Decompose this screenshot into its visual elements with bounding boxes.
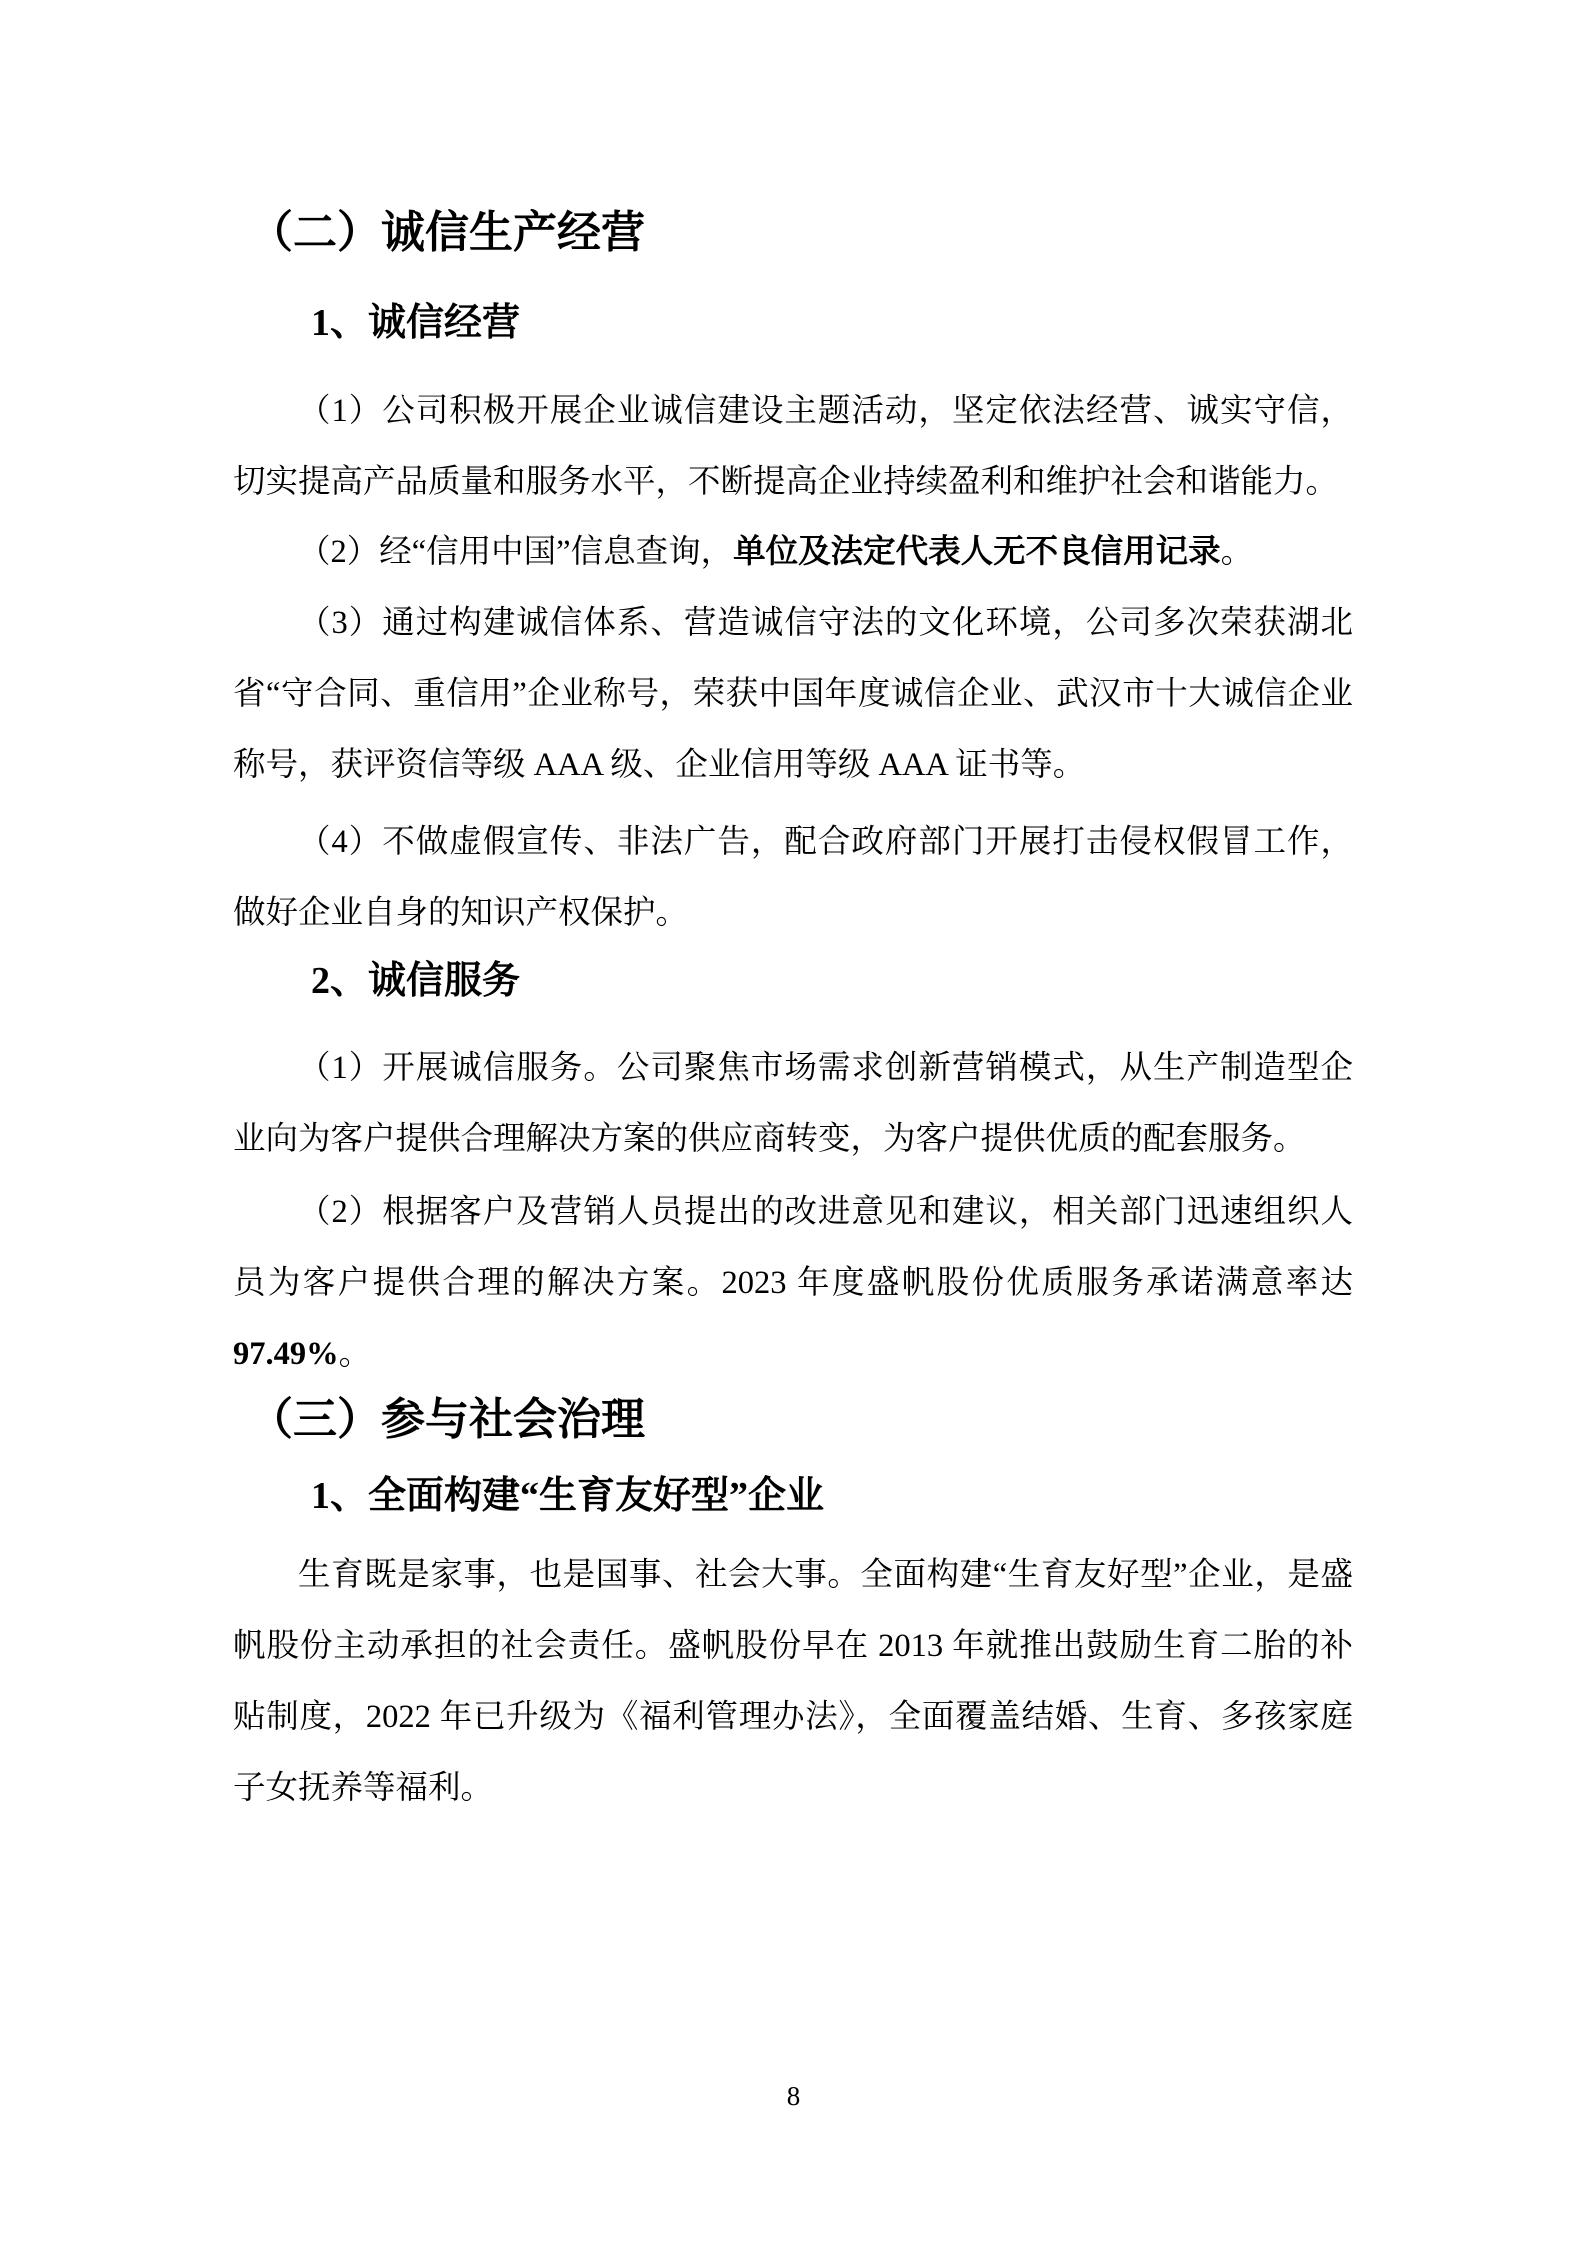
paragraph-satisfaction-rate-lead: （2）根据客户及营销人员提出的改进意见和建议，相关部门迅速组织人员为客户提供合理的解决方案。2023 年度盛帆股份优质服务承诺满意率达 [233, 1194, 1353, 1301]
paragraph-service-transform: （1）开展诚信服务。公司聚焦市场需求创新营销模式，从生产制造型企业向为客户提供合理解决方案的供应商转变，为客户提供优质的配套服务。 [233, 1050, 1353, 1157]
subsection-heading-fertility-friendly: 1、全面构建“生育友好型”企业 [311, 1475, 825, 1517]
paragraph-credit-record-end: 。 [1220, 534, 1254, 570]
subsection-heading-integrity-operation: 1、诚信经营 [311, 302, 521, 344]
subsection-heading-integrity-service: 2、诚信服务 [311, 960, 521, 1002]
paragraph-fertility-welfare: 生育既是家事，也是国事、社会大事。全面构建“生育友好型”企业，是盛帆股份主动承担的社会责任。盛帆股份早在 2013 年就推出鼓励生育二胎的补贴制度，2022 年已升级为《福利管理办法》，全面覆盖结婚、生育、多孩家庭子女抚养等福利。 [233, 1557, 1353, 1806]
paragraph-credit-record-bold: 单位及法定代表人无不良信用记录 [733, 534, 1221, 570]
paragraph-no-false-advertising: （4）不做虚假宣传、非法广告，配合政府部门开展打击侵权假冒工作，做好企业自身的知识产权保护。 [233, 824, 1353, 931]
section-heading-integrity-production: （二）诚信生产经营 [249, 208, 645, 257]
paragraph-satisfaction-rate-end: 。 [338, 1336, 372, 1372]
section-heading-social-governance: （三）参与社会治理 [249, 1395, 645, 1444]
paragraph-integrity-activities: （1）公司积极开展企业诚信建设主题活动，坚定依法经营、诚实守信，切实提高产品质量和服务水平，不断提高企业持续盈利和维护社会和谐能力。 [233, 393, 1353, 500]
page-number: 8 [786, 2081, 801, 2111]
paragraph-credit-record-lead: （2）经“信用中国”信息查询， [298, 534, 734, 570]
paragraph-satisfaction-rate-bold: 97.49% [233, 1336, 339, 1372]
paragraph-credit-record [233, 517, 1353, 588]
paragraph-honors: （3）通过构建诚信体系、营造诚信守法的文化环境，公司多次荣获湖北省“守合同、重信用”企业称号，荣获中国年度诚信企业、武汉市十大诚信企业称号，获评资信等级 AAA 级、企业信用等级 AAA 证书等。 [233, 605, 1353, 783]
paragraph-satisfaction-rate [233, 1177, 1353, 1390]
